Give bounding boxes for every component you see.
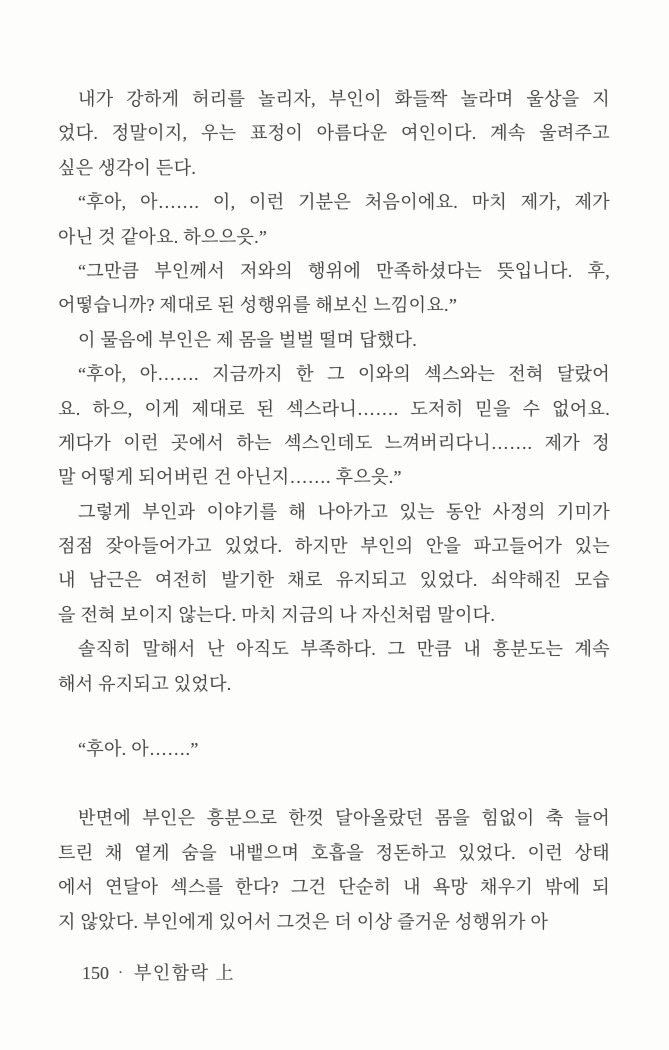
text-line: 내가 강하게 허리를 놀리자, 부인이 화들짝 놀라며 울상을 지 (78, 89, 610, 109)
text-line: 아닌 것 같아요. 하으으읏.” (58, 226, 268, 247)
paragraph (58, 323, 610, 357)
page-body (58, 82, 610, 939)
text-line: “후아, 아……. 이, 이런 기분은 처음이에요. 마치 제가, 제가 (78, 192, 610, 213)
paragraph (58, 632, 610, 701)
text-line: 요. 하으, 이게 제대로 된 섹스라니……. 도저히 믿을 수 없어요. (58, 398, 610, 419)
text-line: 었다. 정말이지, 우는 표정이 아름다운 여인이다. 계속 울려주고 (58, 123, 610, 144)
text-line: 내 남근은 여전히 발기한 채로 유지되고 있었다. 쇠약해진 모습 (58, 570, 610, 591)
text-line: 을 전혀 보이지 않는다. 마치 지금의 나 자신처럼 말이다. (58, 604, 496, 625)
text-line: “후아. 아…….” (78, 739, 199, 760)
text-line: 그렇게 부인과 이야기를 해 나아가고 있는 동안 사정의 기미가 (78, 501, 610, 522)
text-line: 반면에 부인은 흥분으로 한껏 달아올랐던 몸을 힘없이 축 늘어 (78, 808, 610, 829)
paragraph (58, 357, 610, 495)
text-line: 싶은 생각이 든다. (58, 157, 197, 178)
text-line: “후아, 아……. 지금까지 한 그 이와의 섹스와는 전혀 달랐어 (78, 364, 610, 385)
paragraph (58, 732, 610, 766)
page-footer (82, 960, 235, 986)
book-title: 부인함락 上 (134, 963, 236, 983)
text-line: 트린 채 옅게 숨을 내뱉으며 호흡을 정돈하고 있었다. 이런 상태 (58, 842, 610, 863)
paragraph (58, 801, 610, 939)
text-line: 말 어떻게 되어버린 건 아닌지……. 후으읏.” (58, 467, 402, 488)
paragraph (58, 82, 610, 185)
page-number: 150 (82, 963, 109, 983)
text-line: 어떻습니까? 제대로 된 성행위를 해보신 느낌이요.” (58, 295, 458, 316)
text-line: 솔직히 말해서 난 아직도 부족하다. 그 만큼 내 흥분도는 계속 (78, 639, 610, 660)
text-line: 에서 연달아 섹스를 한다? 그건 단순히 내 욕망 채우기 밖에 되 (58, 877, 610, 898)
text-line: 해서 유지되고 있었다. (58, 673, 232, 694)
text-line: 이 물음에 부인은 제 몸을 벌벌 떨며 답했다. (78, 329, 418, 350)
text-line: 지 않았다. 부인에게 있어서 그것은 더 이상 즐거운 성행위가 아 (58, 911, 549, 932)
text-line: 점점 잦아들어가고 있었다. 하지만 부인의 안을 파고들어가 있는 (58, 536, 610, 557)
text-line: “그만큼 부인께서 저와의 행위에 만족하셨다는 뜻입니다. 후, (78, 260, 610, 281)
text-line: 게다가 이런 곳에서 하는 섹스인데도 느껴버리다니……. 제가 정 (58, 432, 610, 453)
paragraph (58, 185, 610, 254)
paragraph (58, 254, 610, 323)
footer-separator-dot: · (118, 965, 123, 981)
paragraph (58, 495, 610, 633)
